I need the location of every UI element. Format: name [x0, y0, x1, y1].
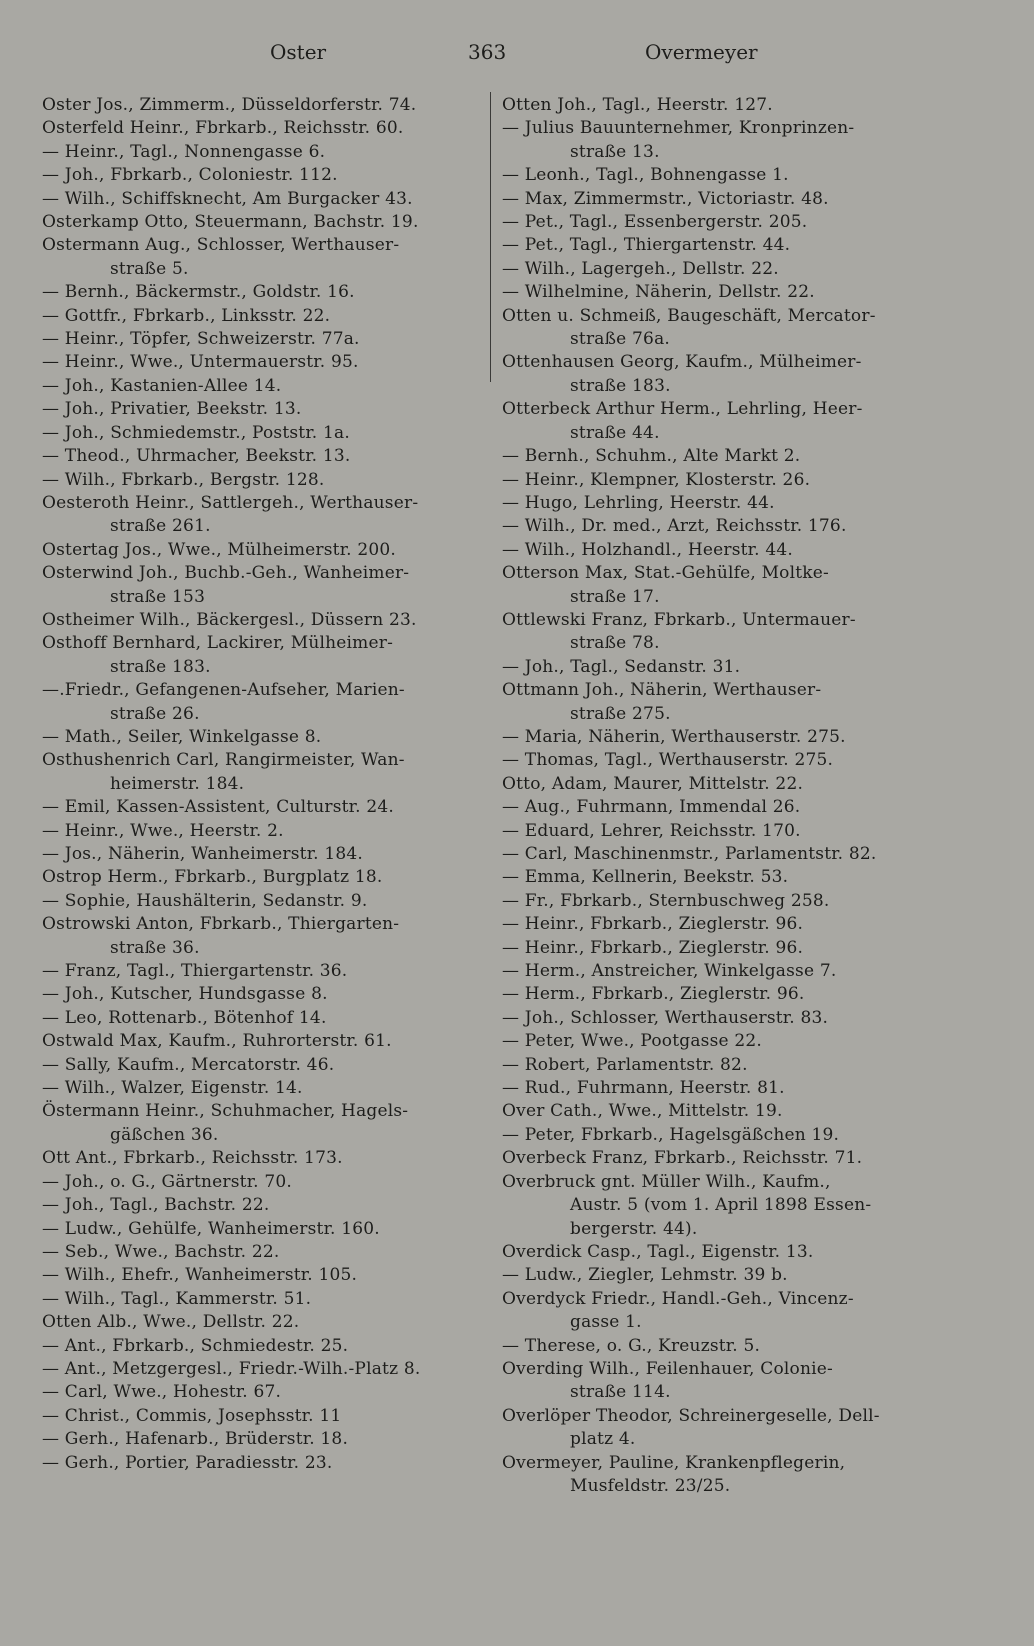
directory-entry — [42, 1218, 497, 1241]
entry-line: — Fr., Fbrkarb., Sternbuschweg 258. — [502, 890, 830, 911]
entry-line: Ostertag Jos., Wwe., Mülheimerstr. 200. — [42, 539, 397, 560]
directory-entry — [502, 1358, 957, 1405]
directory-entry — [502, 1241, 957, 1264]
directory-entry — [42, 866, 497, 889]
directory-entry — [42, 913, 497, 960]
entry-line: Overlöper Theodor, Schreinergeselle, Dell- — [502, 1405, 880, 1426]
entry-line: — Heinr., Klempner, Klosterstr. 26. — [502, 469, 811, 490]
entry-continuation: heimerstr. 184. — [110, 773, 245, 794]
entry-line: Osterkamp Otto, Steuermann, Bachstr. 19. — [42, 212, 419, 233]
directory-entry — [502, 1288, 957, 1335]
entry-line: — Wilh., Tagl., Kammerstr. 51. — [42, 1288, 312, 1309]
entry-line: — Ant., Metzgergesl., Friedr.-Wilh.-Platz 8. — [42, 1358, 421, 1379]
entry-line: — Wilhelmine, Näherin, Dellstr. 22. — [502, 282, 815, 303]
directory-entry — [42, 796, 497, 819]
directory-entry — [502, 1100, 957, 1123]
entry-line: — Ludw., Gehülfe, Wanheimerstr. 160. — [42, 1218, 380, 1239]
entry-line: — Joh., Fbrkarb., Coloniestr. 112. — [42, 165, 338, 186]
entry-line: — Therese, o. G., Kreuzstr. 5. — [502, 1335, 761, 1356]
entry-line: —.Friedr., Gefangenen-Aufseher, Marien- — [42, 680, 405, 701]
entry-line: Ostrowski Anton, Fbrkarb., Thiergarten- — [42, 914, 400, 935]
directory-entry — [42, 445, 497, 468]
directory-entry — [502, 492, 957, 515]
entry-line: Ott Ant., Fbrkarb., Reichsstr. 173. — [42, 1148, 343, 1169]
directory-entry — [502, 234, 957, 257]
directory-entry — [42, 843, 497, 866]
entry-continuation: straße 153 — [110, 586, 206, 607]
directory-entry — [42, 726, 497, 749]
entry-continuation: straße 76a. — [570, 329, 671, 350]
directory-entry — [502, 1147, 957, 1170]
directory-entry — [42, 351, 497, 374]
directory-entry — [42, 1335, 497, 1358]
directory-entry — [502, 866, 957, 889]
directory-entry — [502, 351, 957, 398]
entry-line: — Gerh., Portier, Paradiesstr. 23. — [42, 1452, 333, 1473]
directory-entry — [502, 1124, 957, 1147]
entry-line: — Heinr., Wwe., Heerstr. 2. — [42, 820, 284, 841]
entry-line: Otterson Max, Stat.-Gehülfe, Moltke- — [502, 563, 829, 584]
directory-entry — [502, 1030, 957, 1053]
entry-line: Overdick Casp., Tagl., Eigenstr. 13. — [502, 1241, 814, 1262]
entry-continuation: straße 17. — [570, 586, 660, 607]
page-number: 363 — [468, 40, 507, 64]
directory-entry — [42, 1171, 497, 1194]
entry-continuation: gäßchen 36. — [110, 1124, 219, 1145]
entry-line: Otten Joh., Tagl., Heerstr. 127. — [502, 95, 773, 115]
entry-continuation: straße 13. — [570, 141, 660, 162]
entry-line: — Wilh., Dr. med., Arzt, Reichsstr. 176. — [502, 516, 847, 537]
entry-line: — Joh., Schlosser, Werthauserstr. 83. — [502, 1007, 829, 1028]
directory-entry — [502, 609, 957, 656]
entry-line: — Leo, Rottenarb., Bötenhof 14. — [42, 1007, 327, 1028]
directory-entry — [42, 749, 497, 796]
directory-entry — [502, 469, 957, 492]
entry-line: Ostwald Max, Kaufm., Ruhrorterstr. 61. — [42, 1031, 392, 1052]
directory-entry — [502, 913, 957, 936]
entry-line: — Ludw., Ziegler, Lehmstr. 39 b. — [502, 1265, 788, 1286]
page-header — [40, 40, 760, 80]
directory-entry — [42, 1288, 497, 1311]
entry-line: — Joh., o. G., Gärtnerstr. 70. — [42, 1171, 293, 1192]
entry-continuation: platz 4. — [570, 1429, 636, 1450]
entry-line: — Wilh., Schiffsknecht, Am Burgacker 43. — [42, 188, 413, 209]
directory-entry — [42, 398, 497, 421]
entry-line: — Aug., Fuhrmann, Immendal 26. — [502, 797, 801, 818]
entry-line: Otterbeck Arthur Herm., Lehrling, Heer- — [502, 399, 863, 420]
directory-entry — [42, 234, 497, 281]
entry-line: — Theod., Uhrmacher, Beekstr. 13. — [42, 446, 351, 467]
directory-entry — [42, 188, 497, 211]
entry-line: — Joh., Privatier, Beekstr. 13. — [42, 399, 302, 420]
entry-line: — Sally, Kaufm., Mercatorstr. 46. — [42, 1054, 335, 1075]
entry-line: Ostrop Herm., Fbrkarb., Burgplatz 18. — [42, 867, 383, 888]
entry-continuation: gasse 1. — [570, 1312, 642, 1333]
directory-entry — [502, 1264, 957, 1287]
directory-entry — [42, 679, 497, 726]
directory-entry — [42, 820, 497, 843]
entry-line: — Franz, Tagl., Thiergartenstr. 36. — [42, 961, 348, 982]
entry-line: — Joh., Schmiedemstr., Poststr. 1a. — [42, 422, 350, 443]
directory-entry — [502, 656, 957, 679]
entry-line: — Eduard, Lehrer, Reichsstr. 170. — [502, 820, 801, 841]
entry-line: — Emil, Kassen-Assistent, Culturstr. 24. — [42, 797, 394, 818]
directory-entry — [502, 164, 957, 187]
entry-line: Overbeck Franz, Fbrkarb., Reichsstr. 71. — [502, 1148, 863, 1169]
directory-entry — [502, 820, 957, 843]
entry-continuation: straße 5. — [110, 258, 189, 279]
directory-entry — [42, 1241, 497, 1264]
directory-entry — [502, 445, 957, 468]
directory-entry — [42, 1452, 497, 1475]
entry-line: — Wilh., Holzhandl., Heerstr. 44. — [502, 539, 793, 560]
right-column — [502, 94, 957, 1498]
entry-line: Oster Jos., Zimmerm., Düsseldorferstr. 74. — [42, 95, 417, 115]
entry-line: — Emma, Kellnerin, Beekstr. 53. — [502, 867, 789, 888]
directory-entry — [42, 983, 497, 1006]
directory-entry — [42, 1054, 497, 1077]
entry-line: — Wilh., Lagergeh., Dellstr. 22. — [502, 258, 779, 279]
entry-line: Ottlewski Franz, Fbrkarb., Untermauer- — [502, 609, 856, 630]
directory-entry — [42, 1147, 497, 1170]
directory-entry — [42, 1311, 497, 1334]
header-last-name: Overmeyer — [645, 40, 758, 64]
entry-line: Ostermann Aug., Schlosser, Werthauser- — [42, 235, 400, 256]
directory-entry — [42, 164, 497, 187]
directory-entry — [502, 1054, 957, 1077]
directory-entry — [502, 305, 957, 352]
directory-entry — [502, 937, 957, 960]
directory-entry — [42, 1358, 497, 1381]
entry-line: — Rud., Fuhrmann, Heerstr. 81. — [502, 1078, 785, 1099]
directory-entry — [42, 492, 497, 539]
directory-entry — [502, 117, 957, 164]
entry-line: Over Cath., Wwe., Mittelstr. 19. — [502, 1101, 783, 1122]
entry-line: Overdyck Friedr., Handl.-Geh., Vincenz- — [502, 1288, 854, 1309]
entry-line: — Gottfr., Fbrkarb., Linksstr. 22. — [42, 305, 331, 326]
directory-entry — [502, 726, 957, 749]
entry-line: — Carl, Wwe., Hohestr. 67. — [42, 1382, 282, 1403]
directory-entry — [502, 1405, 957, 1452]
directory-entry — [502, 281, 957, 304]
directory-entry — [42, 562, 497, 609]
entry-line: Overmeyer, Pauline, Krankenpflegerin, — [502, 1452, 846, 1473]
directory-entry — [42, 305, 497, 328]
entry-line: Oesteroth Heinr., Sattlergeh., Werthauser- — [42, 492, 419, 513]
entry-line: — Jos., Näherin, Wanheimerstr. 184. — [42, 844, 364, 864]
entry-line: — Ant., Fbrkarb., Schmiedestr. 25. — [42, 1335, 349, 1356]
entry-line: — Pet., Tagl., Essenbergerstr. 205. — [502, 212, 808, 233]
entry-line: — Joh., Tagl., Bachstr. 22. — [42, 1195, 270, 1216]
directory-entry — [42, 1030, 497, 1053]
entry-continuation: straße 183. — [570, 375, 671, 396]
entry-line: Osterwind Joh., Buchb.-Geh., Wanheimer- — [42, 563, 410, 584]
entry-line: — Heinr., Tagl., Nonnengasse 6. — [42, 141, 326, 162]
entry-line: — Wilh., Walzer, Eigenstr. 14. — [42, 1078, 303, 1099]
entry-line: Overbruck gnt. Müller Wilh., Kaufm., — [502, 1171, 831, 1192]
directory-entry — [502, 679, 957, 726]
entry-line: — Robert, Parlamentstr. 82. — [502, 1054, 748, 1075]
entry-line: Otten u. Schmeiß, Baugeschäft, Mercator- — [502, 305, 876, 326]
header-first-name: Oster — [270, 40, 327, 64]
entry-line: — Joh., Kastanien-Allee 14. — [42, 375, 282, 396]
directory-entry — [502, 1335, 957, 1358]
entry-line: — Gerh., Hafenarb., Brüderstr. 18. — [42, 1429, 349, 1450]
entry-line: — Carl, Maschinenmstr., Parlamentstr. 82. — [502, 844, 877, 864]
entry-line: Östermann Heinr., Schuhmacher, Hagels- — [42, 1101, 409, 1122]
entry-line: — Hugo, Lehrling, Heerstr. 44. — [502, 492, 775, 513]
directory-entry — [502, 749, 957, 772]
directory-entry — [502, 188, 957, 211]
entry-line: — Leonh., Tagl., Bohnengasse 1. — [502, 165, 789, 186]
entry-line: — Thomas, Tagl., Werthauserstr. 275. — [502, 750, 834, 771]
directory-entry — [502, 1452, 957, 1499]
entry-line: Ostheimer Wilh., Bäckergesl., Düssern 23. — [42, 609, 417, 630]
entry-line: — Joh., Kutscher, Hundsgasse 8. — [42, 984, 328, 1005]
directory-entry — [42, 1007, 497, 1030]
entry-line: — Heinr., Fbrkarb., Zieglerstr. 96. — [502, 914, 804, 935]
directory-entry — [502, 562, 957, 609]
directory-entry — [42, 94, 497, 117]
directory-entry — [42, 632, 497, 679]
entry-line: Ottmann Joh., Näherin, Werthauser- — [502, 680, 822, 701]
directory-entry — [502, 515, 957, 538]
entry-line: — Wilh., Fbrkarb., Bergstr. 128. — [42, 469, 325, 490]
directory-entry — [502, 843, 957, 866]
directory-entry — [502, 890, 957, 913]
directory-entry — [502, 94, 957, 117]
entry-line: Osthoff Bernhard, Lackirer, Mülheimer- — [42, 633, 394, 654]
directory-entry — [502, 796, 957, 819]
entry-continuation: straße 36. — [110, 937, 200, 958]
entry-continuation: straße 114. — [570, 1382, 671, 1403]
entry-line: Overding Wilh., Feilenhauer, Colonie- — [502, 1358, 833, 1379]
directory-entry — [502, 1077, 957, 1100]
directory-entry — [42, 422, 497, 445]
directory-entry — [42, 1100, 497, 1147]
directory-entry — [42, 375, 497, 398]
entry-line: — Maria, Näherin, Werthauserstr. 275. — [502, 726, 846, 747]
directory-entry — [502, 1007, 957, 1030]
entry-line: — Herm., Fbrkarb., Zieglerstr. 96. — [502, 984, 805, 1005]
entry-continuation: straße 26. — [110, 703, 200, 724]
entry-line: — Peter, Wwe., Pootgasse 22. — [502, 1031, 763, 1052]
entry-line: — Bernh., Schuhm., Alte Markt 2. — [502, 446, 801, 467]
entry-line: — Heinr., Wwe., Untermauerstr. 95. — [42, 352, 359, 373]
entry-line: — Joh., Tagl., Sedanstr. 31. — [502, 656, 741, 677]
directory-entry — [42, 117, 497, 140]
directory-entry — [42, 141, 497, 164]
entry-continuation: straße 78. — [570, 633, 660, 654]
entry-line: — Herm., Anstreicher, Winkelgasse 7. — [502, 961, 837, 982]
entry-line: — Heinr., Fbrkarb., Zieglerstr. 96. — [502, 937, 804, 958]
directory-entry — [502, 773, 957, 796]
directory-entry — [502, 1171, 957, 1241]
entry-line: Ottenhausen Georg, Kaufm., Mülheimer- — [502, 352, 862, 373]
entry-line: — Seb., Wwe., Bachstr. 22. — [42, 1241, 280, 1262]
entry-line: — Julius Bauunternehmer, Kronprinzen- — [502, 118, 855, 139]
entry-line: Osterfeld Heinr., Fbrkarb., Reichsstr. 60. — [42, 118, 404, 139]
directory-entry — [42, 960, 497, 983]
directory-entry — [42, 211, 497, 234]
entry-line: — Math., Seiler, Winkelgasse 8. — [42, 726, 322, 747]
entry-line: — Christ., Commis, Josephsstr. 11 — [42, 1405, 342, 1426]
entry-line: Otto, Adam, Maurer, Mittelstr. 22. — [502, 773, 804, 794]
directory-entry — [42, 1194, 497, 1217]
directory-entry — [502, 539, 957, 562]
entry-continuation: straße 183. — [110, 656, 211, 677]
entry-line: — Bernh., Bäckermstr., Goldstr. 16. — [42, 282, 355, 303]
directory-entry — [42, 1405, 497, 1428]
entry-line: — Max, Zimmermstr., Victoriastr. 48. — [502, 188, 829, 209]
left-column — [42, 94, 497, 1475]
entry-line: Otten Alb., Wwe., Dellstr. 22. — [42, 1312, 300, 1333]
entry-continuation: Austr. 5 (vom 1. April 1898 Essen- — [570, 1195, 872, 1216]
entry-line: — Pet., Tagl., Thiergartenstr. 44. — [502, 235, 791, 256]
entry-continuation: straße 275. — [570, 703, 671, 724]
directory-entry — [502, 258, 957, 281]
directory-entry — [502, 398, 957, 445]
directory-entry — [42, 469, 497, 492]
directory-entry — [502, 983, 957, 1006]
entry-continuation: straße 44. — [570, 422, 660, 443]
directory-entry — [42, 1381, 497, 1404]
directory-entry — [42, 890, 497, 913]
entry-line: — Wilh., Ehefr., Wanheimerstr. 105. — [42, 1265, 358, 1286]
directory-entry — [42, 1264, 497, 1287]
entry-continuation: bergerstr. 44). — [570, 1218, 698, 1239]
directory-entry — [42, 1428, 497, 1451]
directory-entry — [502, 211, 957, 234]
entry-continuation: Musfeldstr. 23/25. — [570, 1475, 731, 1496]
directory-entry — [42, 281, 497, 304]
directory-entry — [42, 539, 497, 562]
directory-entry — [42, 1077, 497, 1100]
entry-line: Osthushenrich Carl, Rangirmeister, Wan- — [42, 750, 405, 771]
directory-entry — [42, 609, 497, 632]
directory-entry — [502, 960, 957, 983]
entry-line: — Heinr., Töpfer, Schweizerstr. 77a. — [42, 329, 360, 350]
entry-line: — Sophie, Haushälterin, Sedanstr. 9. — [42, 890, 368, 911]
entry-continuation: straße 261. — [110, 516, 211, 537]
entry-line: — Peter, Fbrkarb., Hagelsgäßchen 19. — [502, 1124, 840, 1145]
directory-entry — [42, 328, 497, 351]
